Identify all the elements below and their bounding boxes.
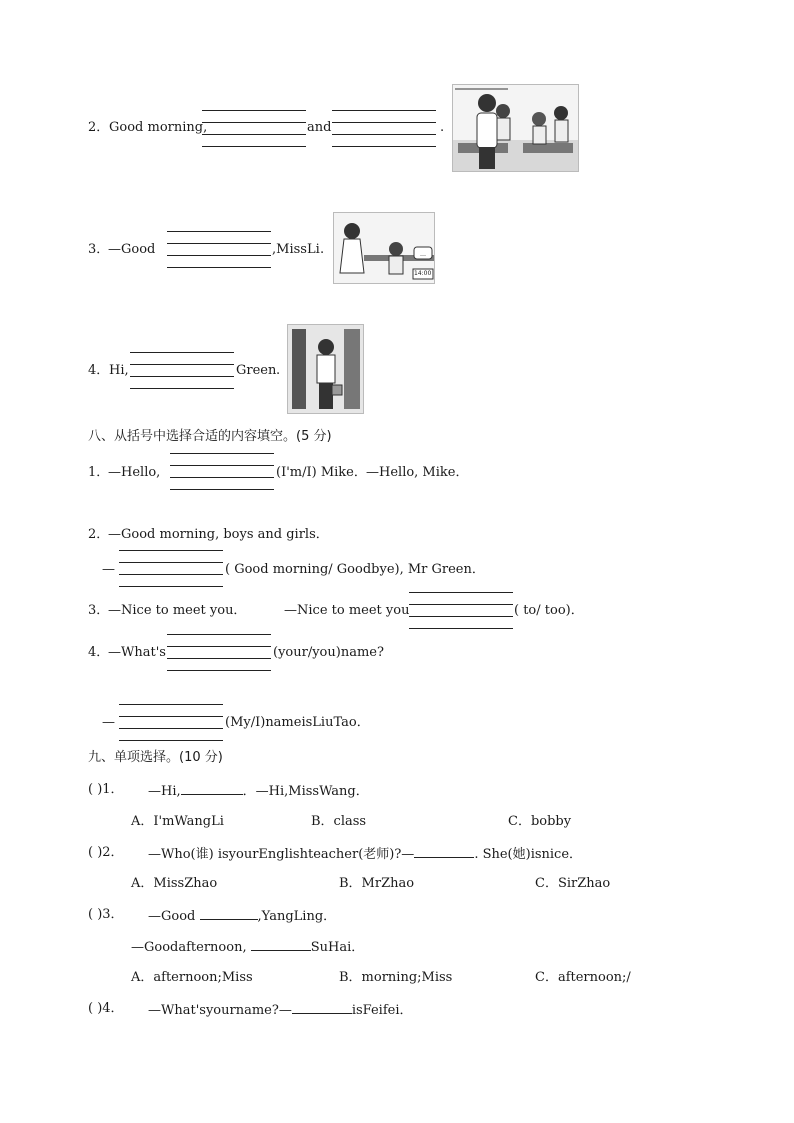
answer-blank[interactable] xyxy=(414,845,474,858)
q9-3-option-c[interactable]: C．afternoon;/ xyxy=(535,970,631,985)
item-3-text: —Good xyxy=(108,242,156,257)
answer-blank[interactable] xyxy=(167,634,271,670)
classroom-teacher-picture xyxy=(452,84,579,172)
q8-1-prompt: —Hello, xyxy=(108,465,161,480)
answer-blank[interactable] xyxy=(119,704,223,740)
q9-3-option-a[interactable]: A．afternoon;Miss xyxy=(131,970,253,985)
q9-3-paren: ( )3． xyxy=(88,907,124,922)
clock-time: 14:00 xyxy=(414,270,432,277)
q8-4-number: 4． xyxy=(88,645,110,660)
q8-2-choices: ( Good morning/ Goodbye), Mr Green． xyxy=(225,562,485,577)
item-2-text: Good morning, xyxy=(109,120,208,135)
answer-blank[interactable] xyxy=(130,352,234,388)
q9-1-paren: ( )1． xyxy=(88,782,124,797)
answer-blank[interactable] xyxy=(170,453,274,489)
item-2-and: and xyxy=(307,120,332,135)
item-3-period: . xyxy=(320,242,325,257)
q8-4-reply-choices: (My/I)nameisLiuTao． xyxy=(225,715,370,730)
q8-3-reply: —Nice to meet you xyxy=(284,603,410,618)
q8-3-choices: ( to/ too)． xyxy=(514,603,584,618)
svg-text:…: … xyxy=(420,251,426,258)
q9-3-option-b[interactable]: B．morning;Miss xyxy=(339,970,453,985)
q8-1-choices: (I'm/I) Mike． xyxy=(276,465,367,480)
q9-2-stem: —Who(谁) isyourEnglishteacher(老师)?— . She(她)isnice． xyxy=(148,847,583,862)
item-4-name: Green xyxy=(236,363,277,378)
q9-2-option-c[interactable]: C．SirZhao xyxy=(535,876,611,891)
answer-blank[interactable] xyxy=(409,592,513,628)
q8-1-reply: —Hello, Mike． xyxy=(366,465,469,480)
q9-2-option-b[interactable]: B．MrZhao xyxy=(339,876,415,891)
q8-2-prompt: —Good morning, boys and girls． xyxy=(108,527,329,542)
q8-4-dash: — xyxy=(102,715,115,730)
q9-1-stem: —Hi, ．—Hi,MissWang． xyxy=(148,784,369,799)
q8-3-number: 3． xyxy=(88,603,110,618)
answer-blank[interactable] xyxy=(119,550,223,586)
q9-3-stem: —Good ,YangLing． xyxy=(148,909,337,924)
answer-blank[interactable] xyxy=(181,782,243,795)
q9-1-option-a[interactable]: A．I'mWangLi xyxy=(131,814,224,829)
q9-1-option-b[interactable]: B．class xyxy=(311,814,367,829)
q9-2-paren: ( )2． xyxy=(88,845,124,860)
item-4-number: 4． xyxy=(88,363,110,378)
answer-blank[interactable] xyxy=(332,110,436,146)
item-3-name: ,MissLi xyxy=(272,242,320,257)
q8-2-dash: — xyxy=(102,562,115,577)
boy-at-door-picture xyxy=(287,324,364,414)
q9-4-paren: ( )4． xyxy=(88,1001,124,1016)
q8-2-number: 2． xyxy=(88,527,110,542)
q9-1-option-c[interactable]: C．bobby xyxy=(508,814,572,829)
item-4-period: . xyxy=(276,363,281,378)
answer-blank[interactable] xyxy=(200,907,258,920)
answer-blank[interactable] xyxy=(292,1001,352,1014)
q8-1-number: 1． xyxy=(88,465,110,480)
q8-4-prompt: —What's xyxy=(108,645,166,660)
item-2-period: . xyxy=(440,120,445,135)
section-9-heading: 九、单项选择。(10 分) xyxy=(88,750,223,765)
q8-3-prompt: —Nice to meet you． xyxy=(108,603,247,618)
answer-blank[interactable] xyxy=(202,110,306,146)
q9-4-stem: —What'syourname?— isFeifei． xyxy=(148,1003,413,1018)
q9-2-option-a[interactable]: A．MissZhao xyxy=(131,876,218,891)
item-3-number: 3． xyxy=(88,242,110,257)
answer-blank[interactable] xyxy=(251,938,311,951)
section-8-heading: 八、从括号中选择合适的内容填空。(5 分) xyxy=(88,429,332,444)
answer-blank[interactable] xyxy=(167,231,271,267)
item-4-text: Hi, xyxy=(109,363,129,378)
q8-4-choices: (your/you)name? xyxy=(273,645,384,660)
item-2-number: 2． xyxy=(88,120,110,135)
afternoon-greeting-picture xyxy=(333,212,435,284)
q9-3-line2: —Goodafternoon, SuHai． xyxy=(131,940,365,955)
